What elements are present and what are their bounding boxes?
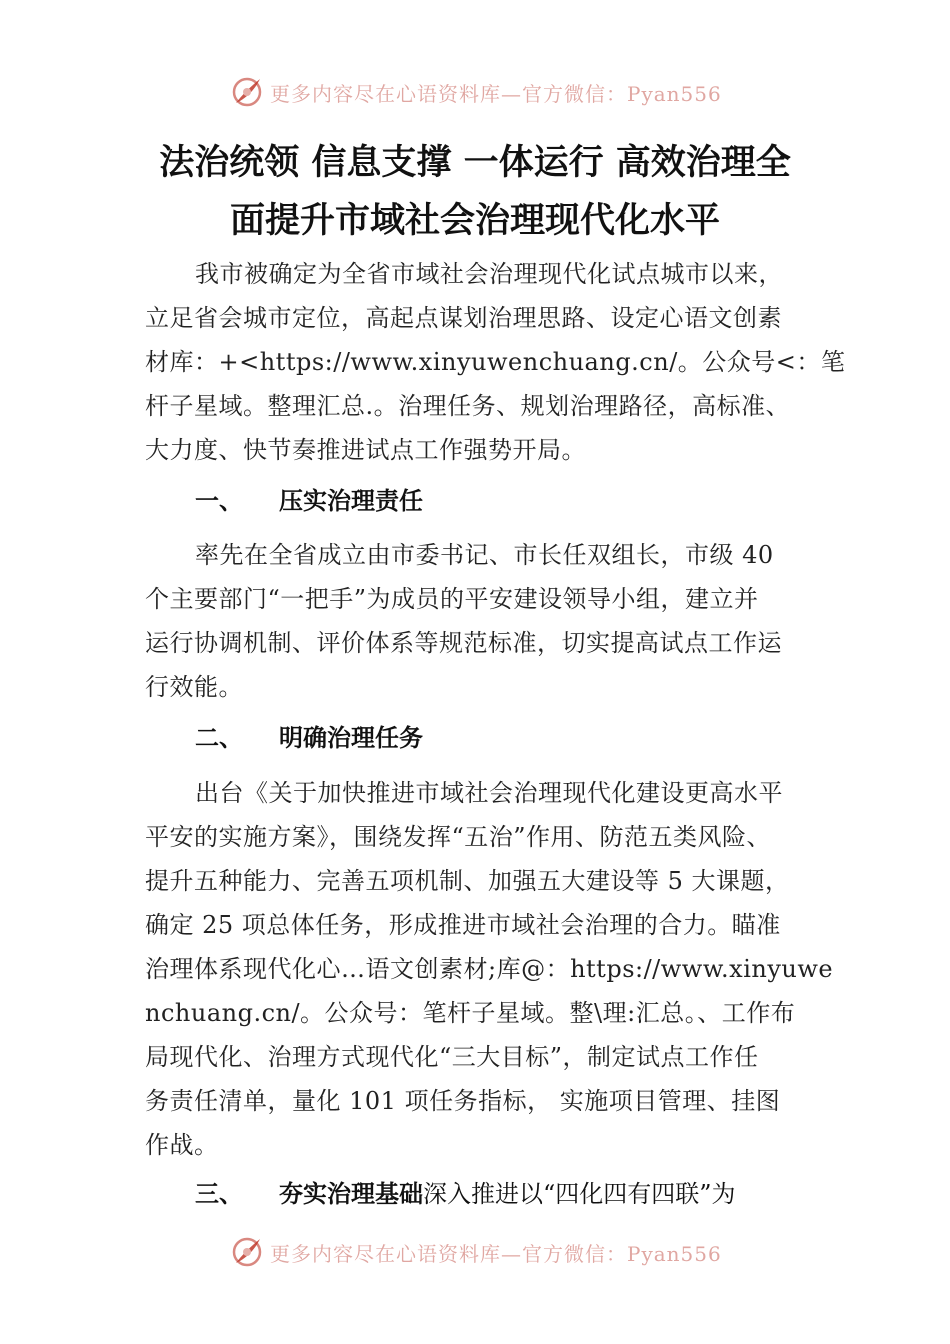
paragraph-3-line: nchuang.cn/。公众号：笔杆子星域。整\理:汇总。、工作布 [145, 999, 796, 1027]
paragraph-2-line: 率先在全省成立由市委书记、市长任双组长，市级 40 [195, 541, 774, 569]
paragraph-3-line: 确定 25 项总体任务，形成推进市域社会治理的合力。瞄准 [145, 911, 781, 939]
paragraph-2-line: 行效能。 [145, 673, 243, 701]
paragraph-3-line: 出台《关于加快推进市域社会治理现代化建设更高水平 [195, 779, 783, 807]
paragraph-1-line: 大力度、快节奏推进试点工作强势开局。 [145, 436, 586, 464]
paragraph-3-line: 作战。 [145, 1131, 219, 1159]
section-heading-2 [195, 718, 423, 758]
section-heading-1 [195, 481, 423, 521]
watermark-footer [230, 1232, 750, 1272]
section-title: 压实治理责任 [279, 486, 423, 515]
quill-logo-icon [230, 1235, 264, 1269]
paragraph-3-line: 平安的实施方案》，围绕发挥“五治”作用、防范五类风险、 [145, 823, 772, 851]
quill-logo-icon [230, 75, 264, 109]
paragraph-1-line: 立足省会城市定位，高起点谋划治理思路、设定心语文创素 [145, 304, 782, 332]
section-number: 二、 [195, 723, 243, 752]
section-title: 夯实治理基础 [279, 1179, 423, 1208]
paragraph-1-line: 材库：+<https://www.xinyuwenchuang.cn/。公众号<：笔 [145, 348, 846, 376]
section-number: 一、 [195, 486, 243, 515]
watermark-header [230, 72, 750, 112]
paragraph-3-line: 治理体系现代化心…语文创素材;库@：https://www.xinyuwe [145, 955, 834, 983]
paragraph-1-line: 我市被确定为全省市域社会治理现代化试点城市以来， [195, 260, 783, 288]
paragraph-3-line: 提升五种能力、完善五项机制、加强五大建设等 5 大课题， [145, 867, 790, 895]
section-title: 明确治理任务 [279, 723, 423, 752]
document-title-line-1: 法治统领 信息支撑 一体运行 高效治理全 [159, 143, 791, 183]
watermark-text: 更多内容尽在心语资料库—官方微信：Pyan556 [270, 81, 722, 106]
section-lead-text: 深入推进以“四化四有四联”为 [423, 1180, 736, 1208]
paragraph-3-line: 局现代化、治理方式现代化“三大目标”，制定试点工作任 [145, 1043, 759, 1071]
watermark-text: 更多内容尽在心语资料库—官方微信：Pyan556 [270, 1241, 722, 1266]
section-heading-3 [195, 1174, 736, 1214]
paragraph-1-line: 杆子星域。整理汇总.。治理任务、规划治理路径，高标准、 [145, 392, 791, 420]
paragraph-2-line: 个主要部门“一把手”为成员的平安建设领导小组，建立并 [145, 585, 759, 613]
document-title-line-2: 面提升市域社会治理现代化水平 [229, 201, 720, 241]
paragraph-3-line: 务责任清单，量化 101 项任务指标， 实施项目管理、挂图 [145, 1087, 781, 1115]
section-number: 三、 [195, 1179, 243, 1208]
paragraph-2-line: 运行协调机制、评价体系等规范标准，切实提高试点工作运 [145, 629, 782, 657]
